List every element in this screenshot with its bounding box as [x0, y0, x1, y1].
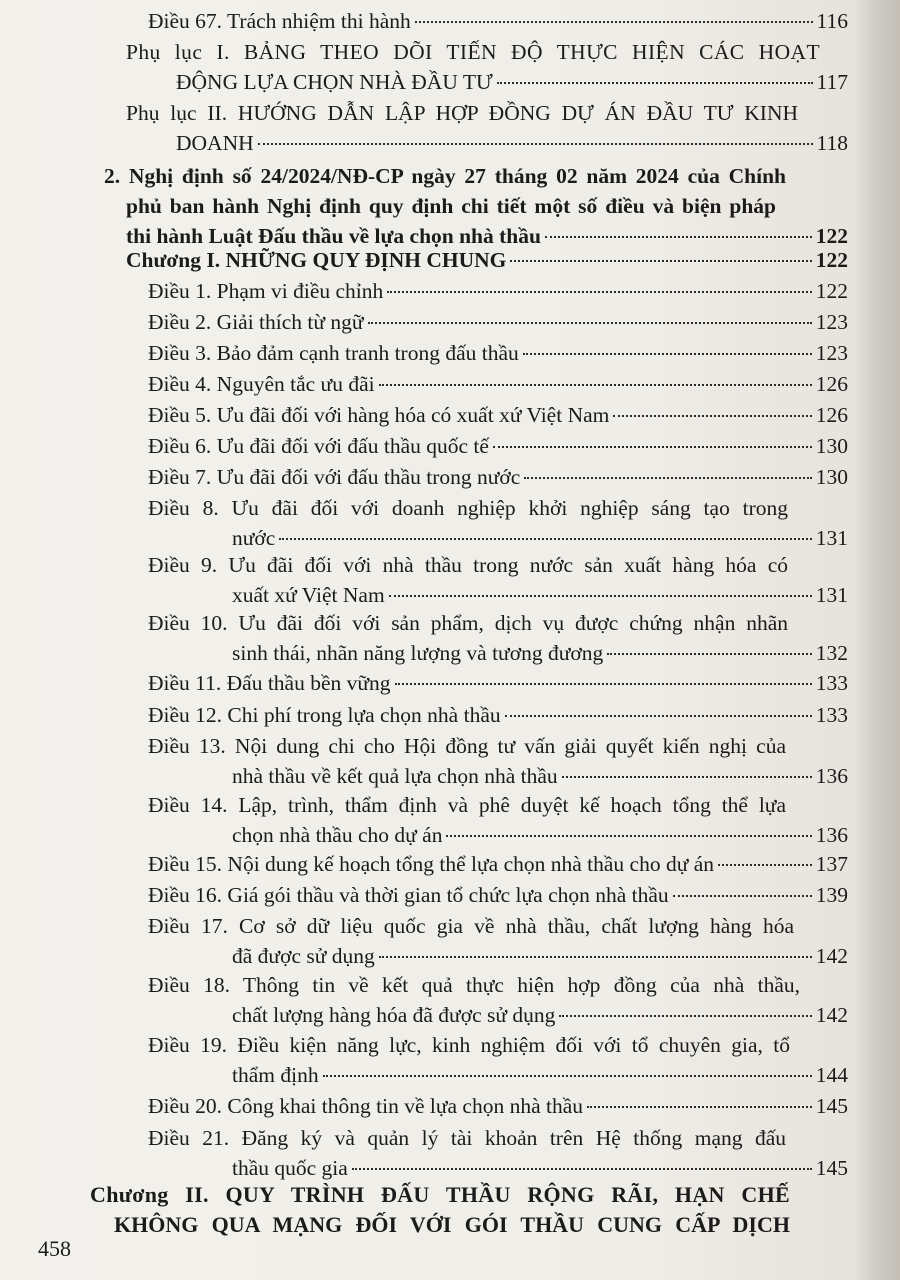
toc-title-line: Điều 13. Nội dung chi cho Hội đồng tư vấn giải quyết kiến nghị của	[148, 734, 786, 758]
toc-entry-dieu-9	[148, 550, 848, 610]
toc-title-line: nhà thầu về kết quả lựa chọn nhà thầu	[232, 764, 558, 788]
toc-entry-dieu-13	[148, 731, 848, 791]
toc-title-line: Điều 18. Thông tin về kết quả thực hiện hợp đồng của nhà thầu,	[148, 973, 800, 997]
toc-page-number: 139	[815, 883, 848, 907]
toc-title-line: nước	[232, 526, 276, 550]
toc-title-line: xuất xứ Việt Nam	[232, 583, 385, 607]
toc-title: Điều 3. Bảo đảm cạnh tranh trong đấu thầu	[148, 341, 519, 365]
toc-page-number: 133	[815, 671, 848, 695]
toc-page-number: 136	[815, 823, 848, 847]
toc-page-number: 136	[815, 764, 848, 788]
toc-entry-chuong-2	[90, 1180, 790, 1240]
leader-dots	[510, 260, 811, 262]
toc-entry-dieu-16	[148, 880, 848, 910]
leader-dots	[446, 835, 811, 837]
leader-dots	[379, 384, 812, 386]
toc-title: Điều 11. Đấu thầu bền vững	[148, 671, 391, 695]
leader-dots	[545, 236, 812, 238]
toc-title: Chương I. NHỮNG QUY ĐỊNH CHUNG	[126, 248, 507, 272]
page-edge-shadow	[852, 0, 900, 1280]
toc-entry-dieu-3	[148, 338, 848, 368]
toc-page-number: 118	[816, 131, 848, 155]
toc-title-line: Điều 19. Điều kiện năng lực, kinh nghiệm đối với tổ chuyên gia, tổ	[148, 1033, 790, 1057]
toc-title-line: Điều 10. Ưu đãi đối với sản phẩm, dịch vụ được chứng nhận nhãn	[148, 611, 788, 635]
toc-title-line: Điều 14. Lập, trình, thẩm định và phê duyệt kế hoạch tổng thể lựa	[148, 793, 786, 817]
toc-page-number: 123	[815, 310, 848, 334]
leader-dots	[607, 653, 812, 655]
leader-dots	[389, 595, 812, 597]
toc-entry-dieu-19	[148, 1030, 848, 1090]
toc-entry-dieu-18	[148, 970, 848, 1030]
toc-title-line: chọn nhà thầu cho dự án	[232, 823, 443, 847]
toc-title-line: DOANH	[176, 131, 254, 155]
toc-title-line: đã được sử dụng	[232, 944, 375, 968]
toc-title-line: Điều 9. Ưu đãi đối với nhà thầu trong nước sản xuất hàng hóa có	[148, 553, 788, 577]
toc-page-number: 122	[815, 279, 848, 303]
toc-page-number: 123	[815, 341, 848, 365]
toc-entry-phu-luc-1	[126, 37, 848, 97]
page-number: 458	[38, 1236, 71, 1261]
toc-title-line: Điều 21. Đăng ký và quản lý tài khoản trên Hệ thống mạng đấu	[148, 1126, 786, 1150]
toc-page-number: 144	[815, 1063, 848, 1087]
toc-page-number: 142	[815, 944, 848, 968]
leader-dots	[493, 446, 812, 448]
leader-dots	[258, 143, 813, 145]
toc-entry-dieu-8	[148, 493, 848, 553]
leader-dots	[415, 21, 813, 23]
leader-dots	[523, 353, 812, 355]
toc-page-number: 137	[815, 852, 848, 876]
toc-title: Điều 7. Ưu đãi đối với đấu thầu trong nước	[148, 465, 521, 489]
toc-title: Điều 16. Giá gói thầu và thời gian tổ chức lựa chọn nhà thầu	[148, 883, 669, 907]
toc-title-line: thi hành Luật Đấu thầu về lựa chọn nhà thầu	[126, 224, 541, 248]
toc-entry-chuong-1	[126, 245, 848, 275]
toc-title: Điều 2. Giải thích từ ngữ	[148, 310, 364, 334]
leader-dots	[718, 864, 812, 866]
leader-dots	[368, 322, 812, 324]
leader-dots	[323, 1075, 812, 1077]
leader-dots	[387, 291, 811, 293]
toc-entry-phu-luc-2	[126, 98, 848, 158]
toc-title-line: Điều 8. Ưu đãi đối với doanh nghiệp khởi nghiệp sáng tạo trong	[148, 496, 788, 520]
toc-entry-dieu-67	[148, 6, 848, 36]
toc-entry-dieu-4	[148, 369, 848, 399]
leader-dots	[497, 82, 813, 84]
toc-entry-dieu-20	[148, 1091, 848, 1121]
toc-title-line: KHÔNG QUA MẠNG ĐỐI VỚI GÓI THẦU CUNG CẤP DỊCH	[114, 1212, 790, 1237]
toc-page-number: 116	[816, 9, 848, 33]
leader-dots	[505, 715, 812, 717]
toc-title-line: Chương II. QUY TRÌNH ĐẤU THẦU RỘNG RÃI, HẠN CHẾ	[90, 1182, 790, 1207]
toc-page-number: 145	[815, 1094, 848, 1118]
toc-page-number: 142	[815, 1003, 848, 1027]
toc-page-number: 126	[815, 372, 848, 396]
toc-title-line: chất lượng hàng hóa đã được sử dụng	[232, 1003, 556, 1027]
toc-entry-dieu-15	[148, 849, 848, 879]
toc-entry-dieu-10	[148, 608, 848, 668]
toc-entry-dieu-12	[148, 700, 848, 730]
toc-entry-dieu-5	[148, 400, 848, 430]
toc-entry-dieu-17	[148, 911, 848, 971]
leader-dots	[379, 956, 812, 958]
toc-entry-nghi-dinh-24	[104, 161, 848, 251]
toc-entry-dieu-21	[148, 1123, 848, 1183]
toc-page-number: 131	[815, 526, 848, 550]
toc-title: Điều 1. Phạm vi điều chỉnh	[148, 279, 384, 303]
toc-page-number: 131	[815, 583, 848, 607]
leader-dots	[562, 776, 812, 778]
toc-page-number: 130	[815, 465, 848, 489]
toc-title: Điều 67. Trách nhiệm thi hành	[148, 9, 411, 33]
leader-dots	[395, 683, 812, 685]
toc-title-line: phủ ban hành Nghị định quy định chi tiết một số điều và biện pháp	[126, 194, 776, 218]
toc-page-number: 132	[815, 641, 848, 665]
toc-entry-dieu-7	[148, 462, 848, 492]
toc-page-number: 133	[815, 703, 848, 727]
toc-title-line: thẩm định	[232, 1063, 319, 1087]
toc-page-number: 117	[816, 70, 848, 94]
toc-page-number: 145	[815, 1156, 848, 1180]
leader-dots	[613, 415, 811, 417]
toc-title-line: sinh thái, nhãn năng lượng và tương đương	[232, 641, 604, 665]
toc-title-line: Phụ lục I. BẢNG THEO DÕI TIẾN ĐỘ THỰC HIỆN CÁC HOẠT	[126, 40, 820, 64]
toc-title: Điều 4. Nguyên tắc ưu đãi	[148, 372, 375, 396]
leader-dots	[587, 1106, 812, 1108]
toc-title: Điều 20. Công khai thông tin về lựa chọn nhà thầu	[148, 1094, 584, 1118]
leader-dots	[524, 477, 811, 479]
toc-title: Điều 15. Nội dung kế hoạch tổng thể lựa chọn nhà thầu cho dự án	[148, 852, 715, 876]
toc-entry-dieu-2	[148, 307, 848, 337]
toc-page-number: 122	[815, 248, 848, 272]
leader-dots	[559, 1015, 811, 1017]
toc-entry-dieu-14	[148, 790, 848, 850]
leader-dots	[352, 1168, 812, 1170]
toc-page-number: 130	[815, 434, 848, 458]
toc-title-line: Điều 17. Cơ sở dữ liệu quốc gia về nhà thầu, chất lượng hàng hóa	[148, 914, 794, 938]
toc-page-number: 122	[815, 224, 848, 248]
toc-page-number: 126	[815, 403, 848, 427]
toc-title: Điều 5. Ưu đãi đối với hàng hóa có xuất xứ Việt Nam	[148, 403, 610, 427]
toc-title-line: 2. Nghị định số 24/2024/NĐ-CP ngày 27 tháng 02 năm 2024 của Chính	[104, 164, 786, 188]
toc-entry-dieu-6	[148, 431, 848, 461]
toc-title-line: ĐỘNG LỰA CHỌN NHÀ ĐẦU TƯ	[176, 70, 493, 94]
toc-title-line: Phụ lục II. HƯỚNG DẪN LẬP HỢP ĐỒNG DỰ ÁN ĐẦU TƯ KINH	[126, 101, 798, 125]
toc-entry-dieu-11	[148, 668, 848, 698]
toc-title: Điều 6. Ưu đãi đối với đấu thầu quốc tế	[148, 434, 489, 458]
leader-dots	[673, 895, 812, 897]
toc-title-line: thầu quốc gia	[232, 1156, 348, 1180]
leader-dots	[279, 538, 811, 540]
toc-title: Điều 12. Chi phí trong lựa chọn nhà thầu	[148, 703, 501, 727]
toc-entry-dieu-1	[148, 276, 848, 306]
